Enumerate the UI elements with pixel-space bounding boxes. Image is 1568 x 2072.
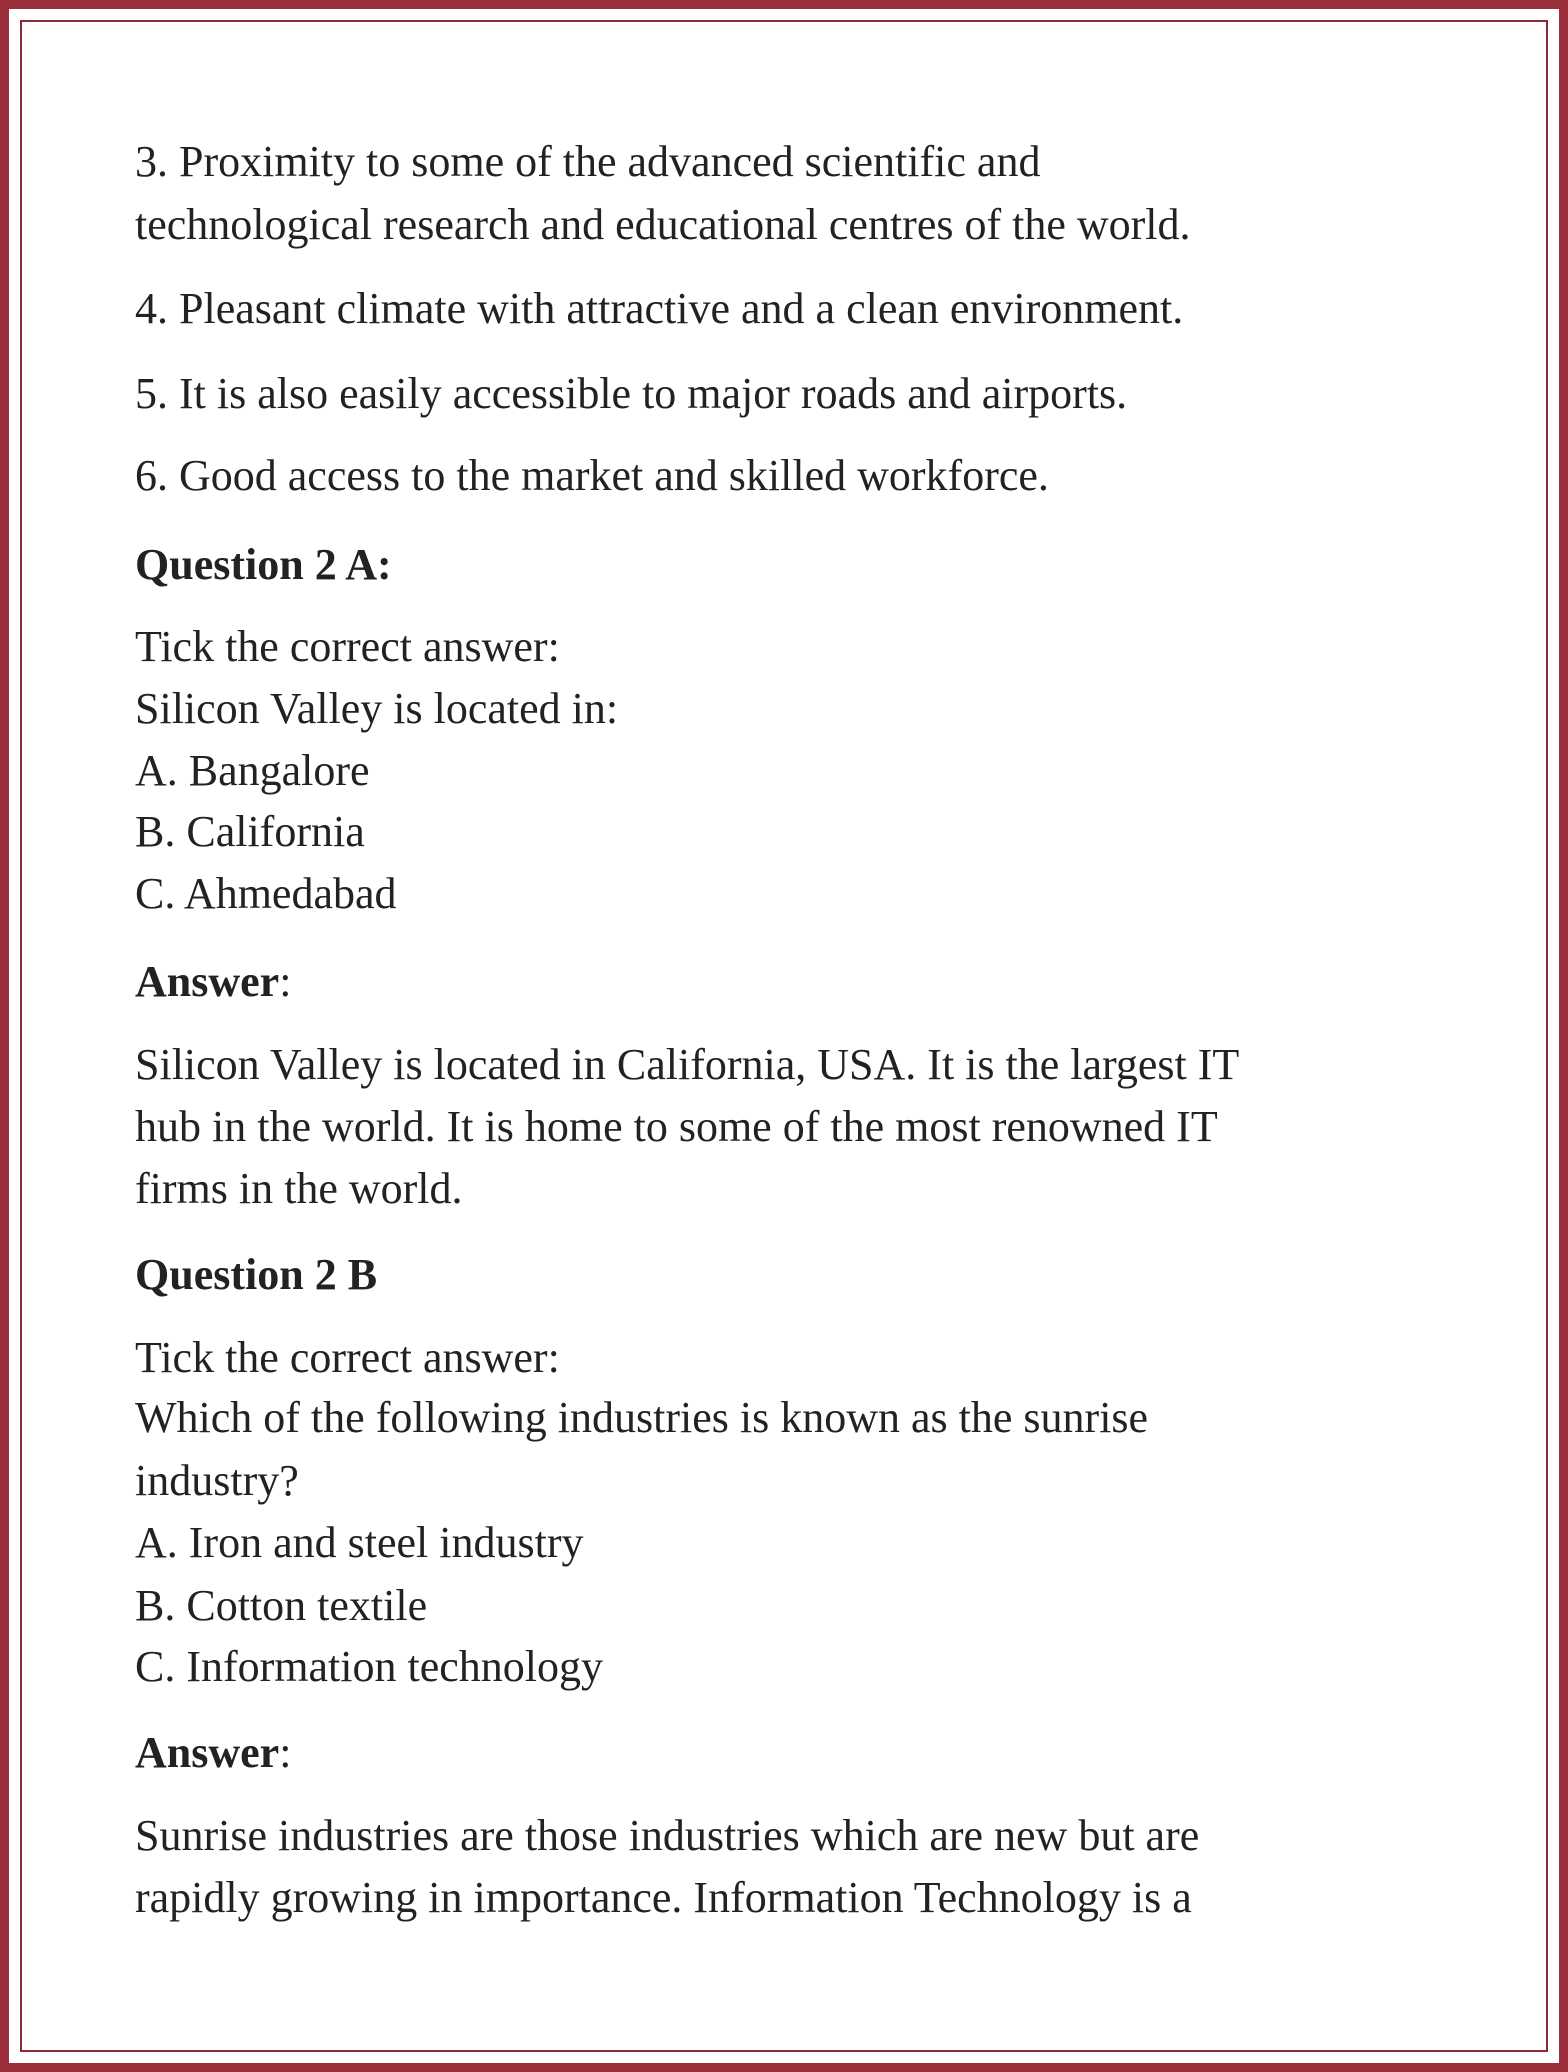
- option: A. Bangalore: [135, 746, 370, 795]
- answer-label: [135, 951, 291, 1013]
- answer-line: rapidly growing in importance. Information Technology is a: [135, 1873, 1192, 1922]
- answer-label-text: Answer: [135, 957, 280, 1006]
- question-text: Silicon Valley is located in:: [135, 684, 619, 733]
- question-text: industry?: [135, 1456, 299, 1505]
- answer-colon: :: [279, 1728, 292, 1777]
- instruction: Tick the correct answer:: [135, 1333, 560, 1382]
- answer-label-text: Answer: [135, 1728, 280, 1777]
- option: B. Cotton textile: [135, 1581, 428, 1630]
- option: C. Ahmedabad: [135, 869, 397, 918]
- answer-line: Silicon Valley is located in California, USA. It is the largest IT: [135, 1040, 1240, 1089]
- question-2b-heading: Question 2 B: [135, 1250, 378, 1299]
- answer-label: [135, 1722, 291, 1784]
- option: A. Iron and steel industry: [135, 1518, 584, 1567]
- question-text: Which of the following industries is known as the sunrise: [135, 1393, 1149, 1442]
- instruction: Tick the correct answer:: [135, 622, 560, 671]
- point-line: 6. Good access to the market and skilled workforce.: [135, 451, 1049, 500]
- point-line: technological research and educational centres of the world.: [135, 200, 1191, 249]
- option: C. Information technology: [135, 1642, 604, 1691]
- option: B. California: [135, 807, 365, 856]
- answer-line: Sunrise industries are those industries which are new but are: [135, 1811, 1200, 1860]
- answer-line: hub in the world. It is home to some of the most renowned IT: [135, 1102, 1218, 1151]
- point-line: 4. Pleasant climate with attractive and a clean environment.: [135, 284, 1184, 333]
- answer-colon: :: [279, 957, 292, 1006]
- question-2a-heading: Question 2 A:: [135, 540, 392, 589]
- point-line: 3. Proximity to some of the advanced scientific and: [135, 137, 1041, 186]
- answer-line: firms in the world.: [135, 1164, 463, 1213]
- point-line: 5. It is also easily accessible to major roads and airports.: [135, 369, 1128, 418]
